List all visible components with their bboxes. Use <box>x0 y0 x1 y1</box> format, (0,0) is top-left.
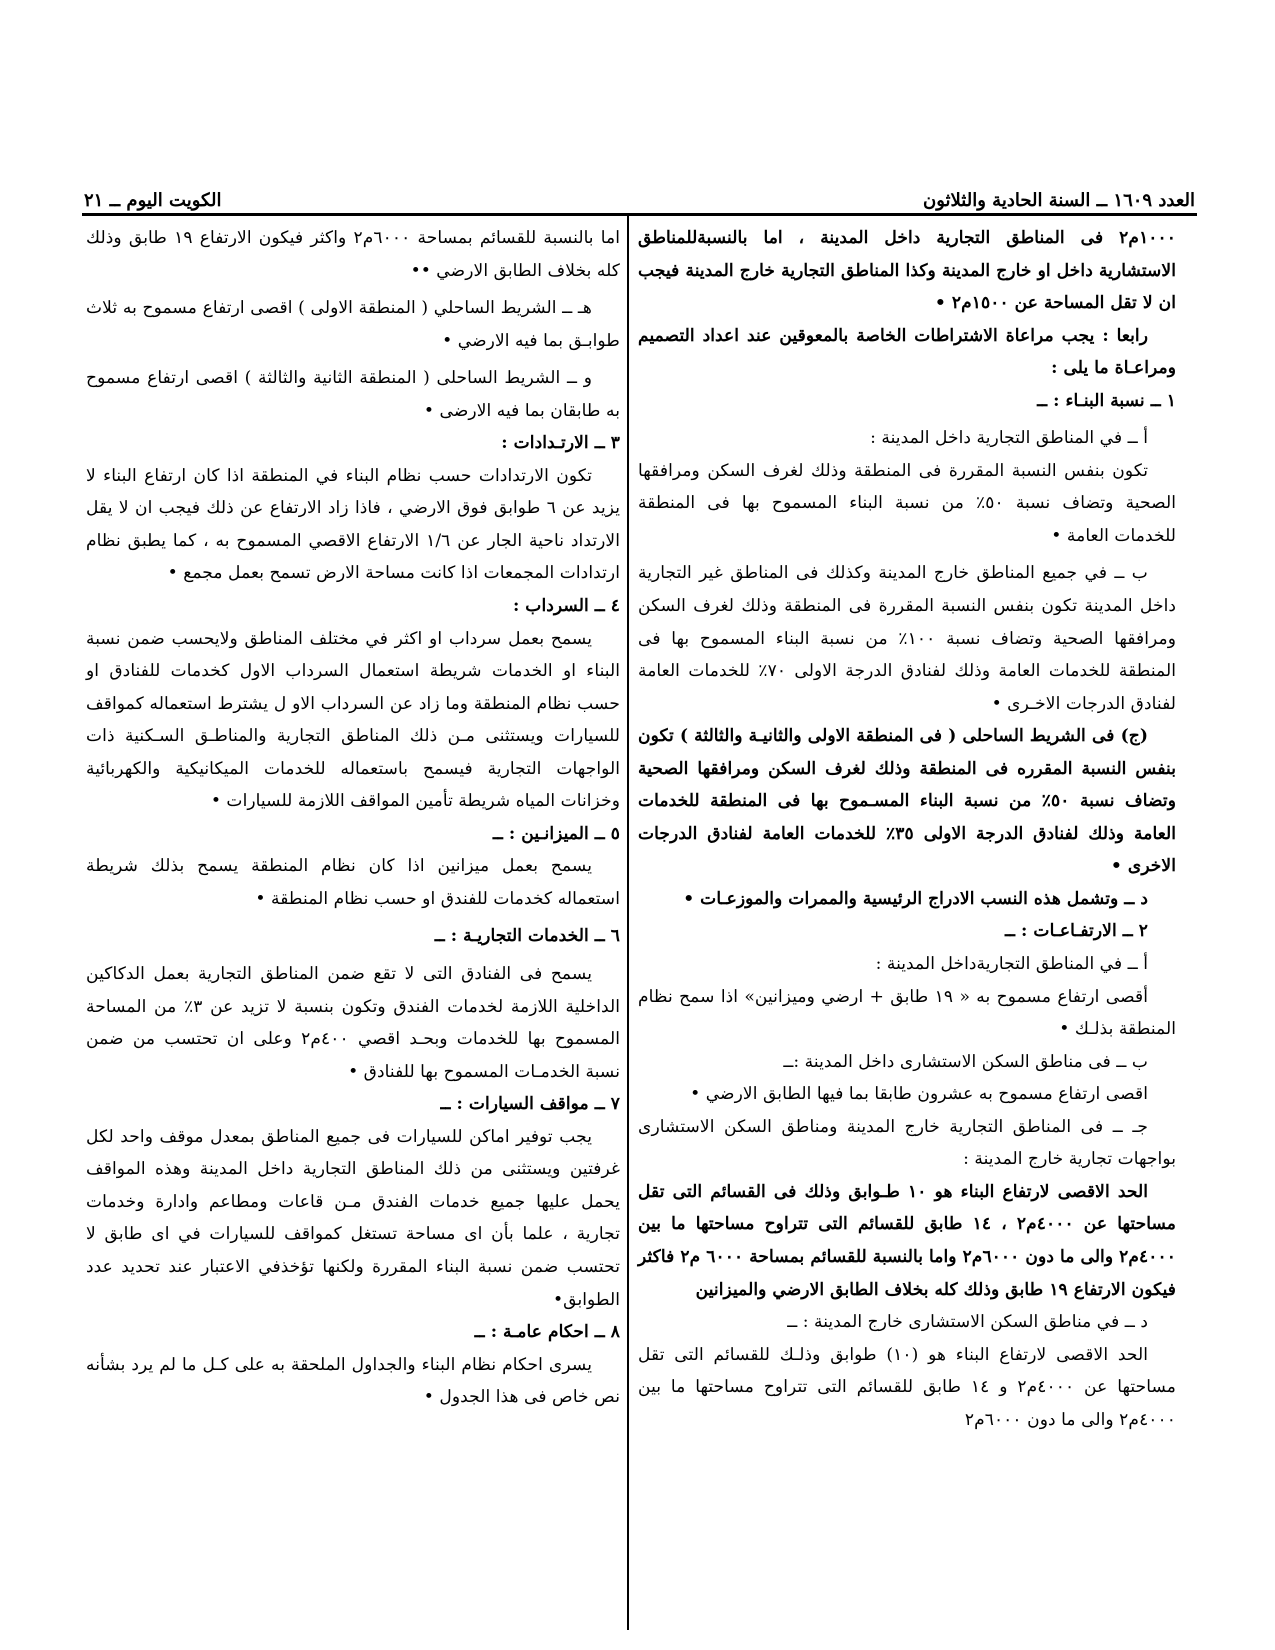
paragraph: يسمح بعمل سرداب او اكثر في مختلف المناطق ولايحسب ضمن نسبة البناء او الخدمات شريطة استعمال السرداب الاول كخدمات للفنادق او حسب نظام المنطقة وما زاد عن السرداب الاو ل يشترط استعماله كمواقف للسيارات ويستثنى مـن ذلك المناطق التجارية والمناطـق السـكنية ذات الواجهات التجارية فيسمح باستعماله للخدمات الميكانيكية والكهربائية وخزانات المياه شريطة تأمين المواقف اللازمة للسيارات • <box>86 628 620 812</box>
paragraph: يسمح فى الفنادق التى لا تقع ضمن المناطق التجارية بعمل الدكاكين الداخلية اللازمة لخدمات الفندق وتكون بنسبة لا تزيد عن ٣٪ من المساحة المسموح بها للخدمات وبحـد اقصي ٤٠٠م٢ وعلى ان تحتسب من ضمن نسبة الخدمـات المسموح بها للفنادق • <box>86 964 621 1082</box>
section-heading: ٦ ــ الخدمات التجاريـة : ــ <box>434 926 620 947</box>
section-heading: ٢ ــ الارتفـاعـات : ــ <box>1005 921 1148 942</box>
paragraph: الحد الاقصى لارتفاع البناء هو ١٠ طـوابق وذلك فى القسائم التى تقل مساحتها عن ٤٠٠٠م٢ ، ١٤ طابق للقسائم التى تتراوح مساحتها ما بين ٤٠٠٠م٢ والى ما دون ٦٠٠٠م٢ واما بالنسبة للقسائم بمساحة ٦٠٠٠ م٢ فاكثر فيكون الارتفاع ١٩ طابق وذلك كله بخلاف الطابق الارضي والميزانين <box>638 1181 1176 1300</box>
paragraph: د ــ وتشمل هذه النسب الادراج الرئيسية والممرات والموزعـات • <box>683 888 1148 909</box>
paragraph: يسرى احكام نظام البناء والجداول الملحقة به على كـل ما لم يرد بشأنه نص خاص فى هذا الجدول • <box>86 1354 620 1408</box>
publication-title: الكويت اليوم ــ ٢١ <box>84 190 222 211</box>
section-heading: ١ ــ نسبة البنـاء : ــ <box>1037 390 1176 411</box>
paragraph: الحد الاقصى لارتفاع البناء هو (١٠) طوابق وذلـك للقسائم التى تقل مساحتها عن ٤٠٠٠م٢ و ١٤ طابق للقسائم التى تتراوح مساحتها ما بين ٤٠٠٠م٢ والى ما دون ٦٠٠٠م٢ <box>638 1344 1176 1430</box>
paragraph: (ج) فى الشريط الساحلى ( فى المنطقة الاولى والثانيـة والثالثة ) تكون بنفس النسبة المقرره فى المنطقة وذلك لغرف السكن ومرافقها الصحية وتضاف نسبة ٥٠٪ من نسبة البناء المسـموح بها فى المنطقة للخدمات العامة وذلك لفنادق الدرجة الاولى ٣٥٪ للخدمات العامة لفنادق الدرجات الاخرى • <box>638 726 1177 877</box>
header-rule <box>82 213 1197 216</box>
paragraph: يسمح بعمل ميزانين اذا كان نظام المنطقة يسمح بذلك شريطة استعماله كخدمات للفندق او حسب نظام المنطقة • <box>86 856 620 909</box>
subsection-heading: أ ــ في المناطق التجاريةداخل المدينة : <box>875 954 1148 975</box>
paragraph: أقصى ارتفاع مسموح به « ١٩ طابق + ارضي وميزانين» اذا سمح نظام المنطقة بذلـك • <box>638 986 1176 1040</box>
subsection-heading: جـ ــ فى المناطق التجارية خارج المدينة ومناطق السكن الاستشارى بواجهات تجارية خارج المدينة : <box>638 1116 1176 1170</box>
subsection-heading: أ ــ في المناطق التجارية داخل المدينة : <box>870 428 1148 449</box>
subsection-heading: د ــ في مناطق السكن الاستشارى خارج المدينة : ــ <box>787 1312 1148 1333</box>
paragraph: رابعا : يجب مراعاة الاشتراطات الخاصة بالمعوقين عند اعداد التصميم ومراعـاة ما يلى : <box>638 325 1176 379</box>
paragraph: ١٠٠٠م٢ فى المناطق التجارية داخل المدينة ، اما بالنسبةللمناطق الاستشارية داخل او خارج المدينة وكذا المناطق التجارية خارج المدينة فيجب ان لا تقل المساحة عن ١٥٠٠م٢ • <box>638 228 1176 314</box>
paragraph: ب ــ في جميع المناطق خارج المدينة وكذلك فى المناطق غير التجارية داخل المدينة تكون بنفس النسبة المقررة فى المنطقة وذلك لغرف السكن ومرافقها الصحية وتضاف نسبة ١٠٠٪ من نسبة البناء المسموح بها فى المنطقة للخدمات العامة وذلك لفنادق الدرجة الاولى ٧٠٪ للخدمات العامة لفنادق الدرجات الاخـرى • <box>638 563 1176 714</box>
left-column <box>86 222 620 1414</box>
subsection-heading: ب ــ فى مناطق السكن الاستشارى داخل المدينة :ــ <box>783 1051 1148 1072</box>
page-header <box>84 181 1195 211</box>
column-divider <box>627 216 629 1630</box>
section-heading: ٣ ــ الارتـدادات : <box>501 433 620 454</box>
paragraph: اما بالنسبة للقسائم بمساحة ٦٠٠٠م٢ واكثر فيكون الارتفاع ١٩ طابق وذلك كله بخلاف الطابق الارضي •• <box>86 228 620 281</box>
section-heading: ٤ ــ السرداب : <box>512 596 620 617</box>
right-column <box>638 222 1176 1436</box>
paragraph: اقصى ارتفاع مسموح به عشرون طابقا بما فيها الطابق الارضي • <box>690 1084 1148 1105</box>
section-heading: ٨ ــ احكام عامـة : ــ <box>474 1322 620 1343</box>
paragraph: و ــ الشريط الساحلى ( المنطقة الثانية والثالثة ) اقصى ارتفاع مسموح به طابقان بما فيه الارضى • <box>86 368 620 421</box>
issue-info: العدد ١٦٠٩ ــ السنة الحادية والثلاثون <box>923 190 1195 211</box>
paragraph: يجب توفير اماكن للسيارات فى جميع المناطق بمعدل موقف واحد لكل غرفتين ويستثنى من ذلك المناطق التجارية داخل المدينة وهذه المواقف يحمل عليها جميع خدمات الفندق مـن قاعات ومطاعم وادارة وخدمات تجارية ، علما بأن اى مساحة تستغل كمواقف للسيارات في اى طابق لا تحتسب ضمن نسبة البناء المقررة ولكنها تؤخذفي الاعتبار عند تحديد عدد الطوابق• <box>86 1126 620 1310</box>
section-heading: ٧ ــ مواقف السيارات : ــ <box>440 1094 620 1115</box>
paragraph: تكون الارتدادات حسب نظام البناء في المنطقة اذا كان ارتفاع البناء لا يزيد عن ٦ طوابق فوق الارضي ، فاذا زاد الارتفاع عن ذلك فيجب ان لا يقل الارتداد ناحية الجار عن ١/٦ الارتفاع الاقصي المسموح به ، كما يطبق نظام ارتدادات المجمعات اذا كانت مساحة الارض تسمح بعمل مجمع • <box>86 465 620 584</box>
paragraph: هـ ــ الشريط الساحلي ( المنطقة الاولى ) اقصى ارتفاع مسموح به ثلاث طوابـق بما فيه الارضي • <box>86 298 620 351</box>
section-heading: ٥ ــ الميزانـين : ــ <box>492 823 620 844</box>
paragraph: تكون بنفس النسبة المقررة فى المنطقة وذلك لغرف السكن ومرافقها الصحية وتضاف نسبة ٥٠٪ من نسبة البناء المسموح بها فى المنطقة للخدمات العامة • <box>638 460 1176 546</box>
